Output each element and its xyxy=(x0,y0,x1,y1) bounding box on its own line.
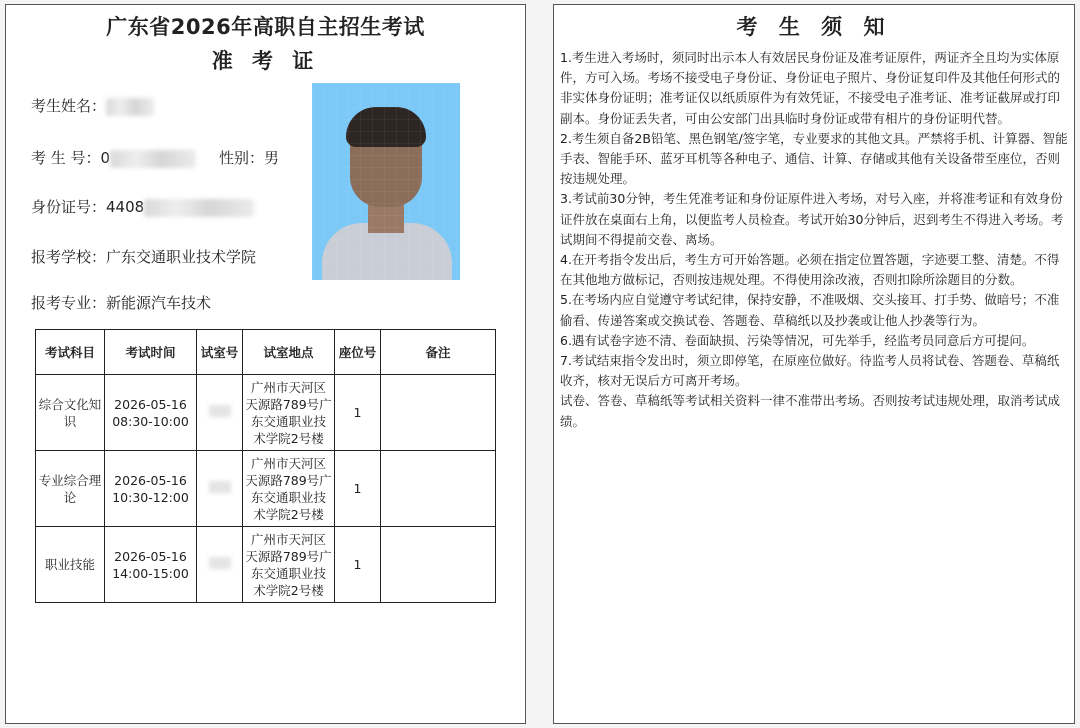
row-location: 广州市天河区天源路789号广东交通职业技术学院2号楼 xyxy=(243,375,335,451)
header-location: 试室地点 xyxy=(243,330,335,375)
row-subject: 综合文化知识 xyxy=(36,375,105,451)
admission-ticket-panel xyxy=(5,4,526,724)
row-remarks xyxy=(381,527,496,603)
notice-item: 试卷、答卷、草稿纸等考试相关资料一律不准带出考场。否则按考试违规处理，取消考试成绩。 xyxy=(560,393,1061,429)
school-value: 广东交通职业技术学院 xyxy=(106,248,257,266)
row-seat: 1 xyxy=(335,527,381,603)
row-subject: 专业综合理论 xyxy=(36,451,105,527)
gender-value: 男 xyxy=(264,149,280,167)
notice-title: 考 生 须 知 xyxy=(736,15,892,39)
name-row xyxy=(31,95,154,116)
notice-item: 1.考生进入考场时，须同时出示本人有效居民身份证及准考证原件，两证齐全且均为实体原件，方可入场。考场不接受电子身份证、身份证电子照片、身份证复印件及其他任何形式的非实体身份证明；准考证仅以纸质原件为有效凭证，不接受电子准考证、准考证截屏或打印副本。身份证丢失者，可由公安部门出具临时身份证或带有相片的身份证明代替。 xyxy=(560,50,1061,126)
row-seat: 1 xyxy=(335,451,381,527)
header-subject: 考试科目 xyxy=(36,330,105,375)
candidate-notice-panel xyxy=(553,4,1075,724)
row-room xyxy=(197,527,243,603)
row-room xyxy=(197,375,243,451)
candidate-no-row xyxy=(31,147,196,168)
id-redacted xyxy=(144,199,254,217)
id-label: 身份证号： xyxy=(31,198,107,216)
id-prefix: 4408 xyxy=(106,198,145,216)
name-redacted xyxy=(106,98,154,116)
row-time: 2026-05-16 08:30-10:00 xyxy=(105,375,197,451)
exam-schedule-table xyxy=(35,329,496,603)
header-remarks: 备注 xyxy=(381,330,496,375)
candidate-no-label: 考 生 号： xyxy=(31,149,101,167)
notice-list xyxy=(560,48,1068,432)
header-time: 考试时间 xyxy=(105,330,197,375)
table-header-row xyxy=(36,330,496,375)
header-room: 试室号 xyxy=(197,330,243,375)
major-row xyxy=(31,292,211,313)
ticket-subtitle: 准 考 证 xyxy=(211,49,320,73)
table-row xyxy=(36,527,496,603)
school-row xyxy=(31,246,256,267)
ticket-title: 广东省2026年高职自主招生考试 xyxy=(106,15,425,39)
notice-item: 3.考试前30分钟，考生凭准考证和身份证原件进入考场，对号入座，并将准考证和有效身份证件放在桌面右上角，以便监考人员检查。考试开始30分钟后，迟到考生不得进入考场。考试期间不得提前交卷、离场。 xyxy=(560,191,1064,247)
notice-item: 5.在考场内应自觉遵守考试纪律，保持安静，不准吸烟、交头接耳、打手势、做暗号；不准偷看、传递答案或交换试卷、答题卷、草稿纸以及抄袭或让他人抄袭等行为。 xyxy=(560,292,1060,328)
notice-item: 7.考试结束指令发出时，须立即停笔，在原座位做好。待监考人员将试卷、答题卷、草稿纸收齐，核对无误后方可离开考场。 xyxy=(560,353,1060,389)
row-remarks xyxy=(381,375,496,451)
candidate-photo xyxy=(312,83,460,280)
table-row xyxy=(36,375,496,451)
header-seat: 座位号 xyxy=(335,330,381,375)
gender-label: 性别： xyxy=(219,149,265,167)
row-time: 2026-05-16 14:00-15:00 xyxy=(105,527,197,603)
row-room xyxy=(197,451,243,527)
id-row xyxy=(31,196,254,217)
row-subject: 职业技能 xyxy=(36,527,105,603)
row-time: 2026-05-16 10:30-12:00 xyxy=(105,451,197,527)
candidate-no-prefix: 0 xyxy=(100,149,111,167)
row-location: 广州市天河区天源路789号广东交通职业技术学院2号楼 xyxy=(243,451,335,527)
row-location: 广州市天河区天源路789号广东交通职业技术学院2号楼 xyxy=(243,527,335,603)
school-label: 报考学校： xyxy=(31,248,107,266)
row-seat: 1 xyxy=(335,375,381,451)
row-remarks xyxy=(381,451,496,527)
candidate-no-redacted xyxy=(110,150,196,168)
notice-item: 6.遇有试卷字迹不清、卷面缺损、污染等情况，可先举手，经监考员同意后方可提问。 xyxy=(560,332,1035,348)
major-value: 新能源汽车技术 xyxy=(106,294,212,312)
notice-item: 2.考生须自备2B铅笔、黑色钢笔/签字笔，专业要求的其他文具。严禁将手机、计算器、智能手表、智能手环、蓝牙耳机等各种电子、通信、计算、存储或其他有关设备带至座位，否则按违规处理。 xyxy=(560,130,1068,187)
table-row xyxy=(36,451,496,527)
major-label: 报考专业： xyxy=(31,294,107,312)
gender-row xyxy=(219,147,279,168)
name-label: 考生姓名： xyxy=(31,97,107,115)
notice-item: 4.在开考指令发出后，考生方可开始答题。必须在指定位置答题，字迹要工整、清楚。不得在其他地方做标记，否则按违规处理。不得使用涂改液，否则扣除所涂题目的分数。 xyxy=(560,252,1060,288)
